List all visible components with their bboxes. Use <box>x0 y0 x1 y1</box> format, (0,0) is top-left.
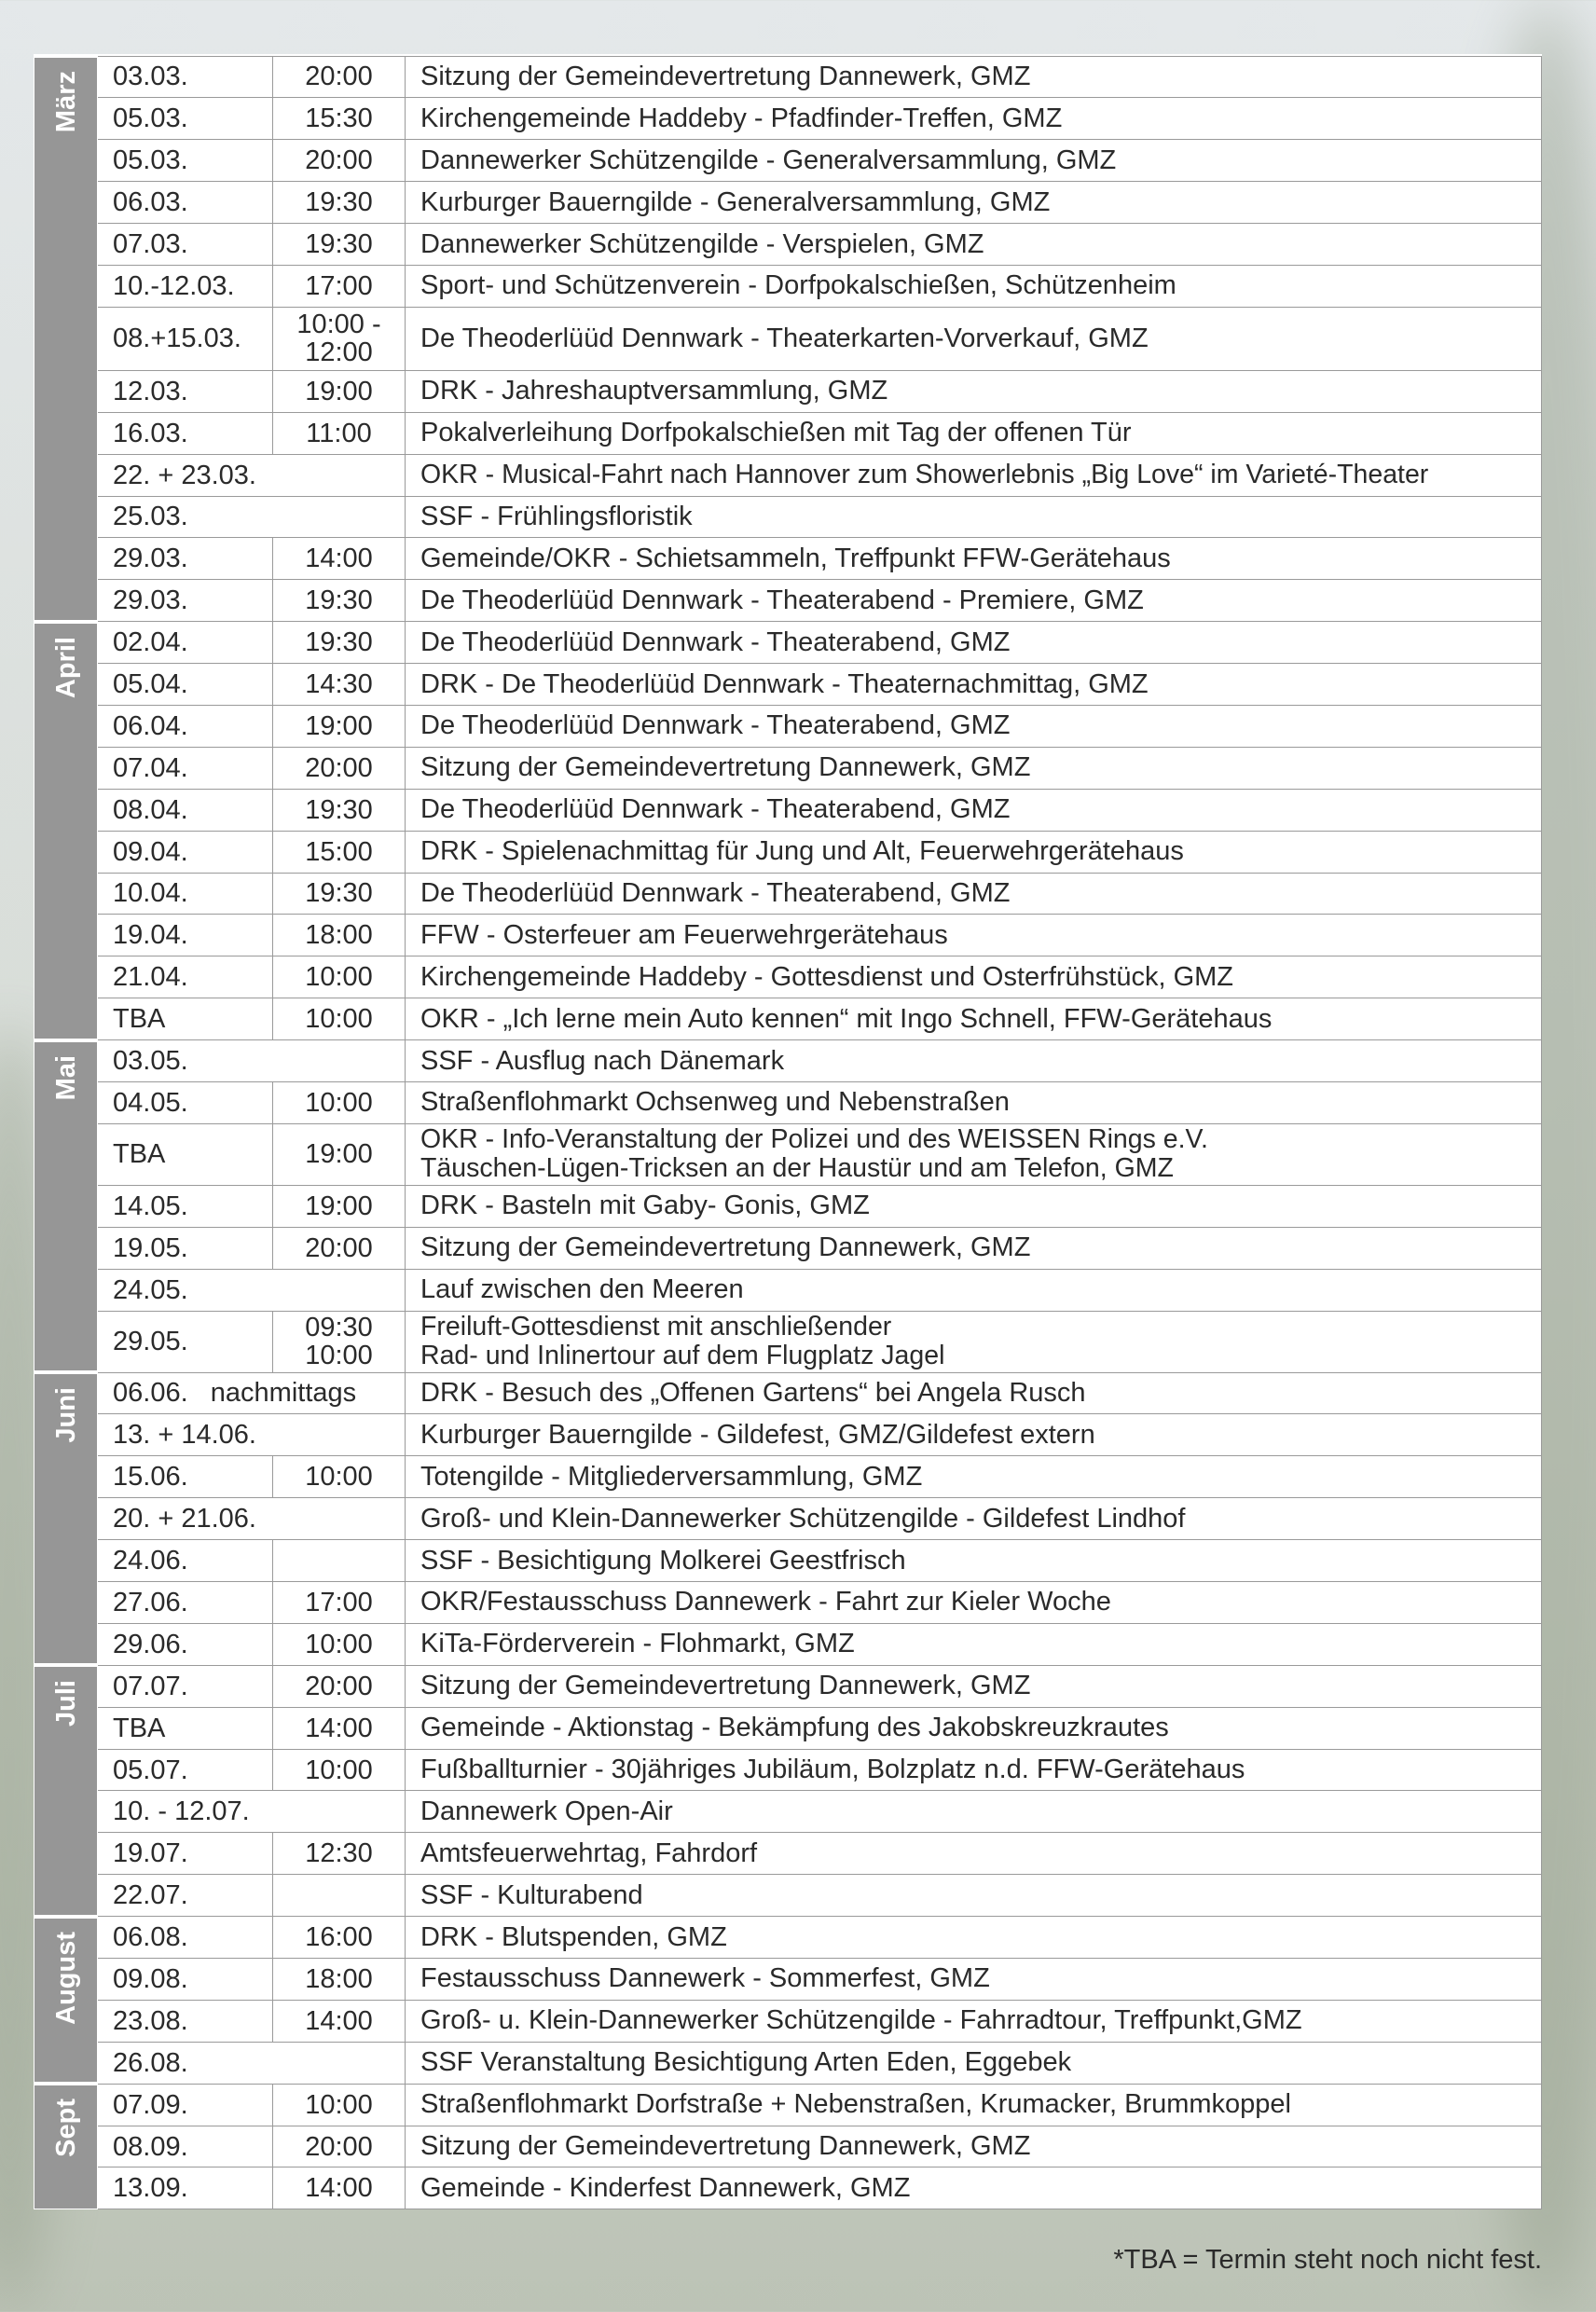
event-description: Pokalverleihung Dorfpokalschießen mit Tag der offenen Tür <box>406 412 1542 454</box>
event-description: SSF - Besichtigung Molkerei Geestfrisch <box>406 1540 1542 1582</box>
event-description: Kirchengemeinde Haddeby - Gottesdienst und Osterfrühstück, GMZ <box>406 956 1542 998</box>
event-date: 07.09. <box>98 2084 273 2126</box>
event-row <box>34 1498 1542 1540</box>
event-description: Gemeinde - Aktionstag - Bekämpfung des Jakobskreuzkrautes <box>406 1707 1542 1749</box>
event-time: 10:00 <box>273 1623 406 1665</box>
event-time: 11:00 <box>273 412 406 454</box>
event-row <box>34 454 1542 496</box>
event-row <box>34 1456 1542 1498</box>
event-description: Totengilde - Mitgliederversammlung, GMZ <box>406 1456 1542 1498</box>
event-description: Kurburger Bauerngilde - Gildefest, GMZ/Gildefest extern <box>406 1414 1542 1456</box>
event-date: 09.08. <box>98 1959 273 2001</box>
event-time: 19:00 <box>273 705 406 747</box>
event-description: Dannewerker Schützengilde - Verspielen, GMZ <box>406 224 1542 266</box>
event-time: 14:00 <box>273 2000 406 2042</box>
event-time: 19:30 <box>273 580 406 622</box>
event-date: 10. - 12.07. <box>98 1791 406 1833</box>
event-date: TBA <box>98 998 273 1040</box>
event-description: Gemeinde/OKR - Schietsammeln, Treffpunkt FFW-Gerätehaus <box>406 538 1542 580</box>
event-row <box>34 1707 1542 1749</box>
event-description: Groß- u. Klein-Dannewerker Schützengilde - Fahrradtour, Treffpunkt,GMZ <box>406 2000 1542 2042</box>
event-description: Sitzung der Gemeindevertretung Dannewerk, GMZ <box>406 2126 1542 2168</box>
event-description: Lauf zwischen den Meeren <box>406 1269 1542 1311</box>
event-date: 16.03. <box>98 412 273 454</box>
event-date: 05.03. <box>98 140 273 182</box>
event-description: OKR/Festausschuss Dannewerk - Fahrt zur Kieler Woche <box>406 1582 1542 1624</box>
event-time: 19:00 <box>273 1185 406 1227</box>
event-description: DRK - De Theoderlüüd Dennwark - Theaternachmittag, GMZ <box>406 664 1542 706</box>
event-date: 05.03. <box>98 98 273 140</box>
event-date: 13. + 14.06. <box>98 1414 406 1456</box>
event-date: TBA <box>98 1123 273 1185</box>
event-row <box>34 2000 1542 2042</box>
event-date: 07.03. <box>98 224 273 266</box>
event-description: DRK - Spielenachmittag für Jung und Alt, Feuerwehrgerätehaus <box>406 831 1542 873</box>
event-date: 06.08. <box>98 1917 273 1959</box>
event-date: 03.05. <box>98 1040 406 1082</box>
event-time: 14:00 <box>273 1707 406 1749</box>
event-time: 15:30 <box>273 98 406 140</box>
event-row <box>34 915 1542 956</box>
event-row <box>34 1959 1542 2001</box>
event-description: Amtsfeuerwehrtag, Fahrdorf <box>406 1833 1542 1875</box>
event-date: 06.03. <box>98 182 273 224</box>
footnote: *TBA = Termin steht noch nicht fest. <box>1113 2245 1542 2275</box>
event-date: 03.03. <box>98 56 273 98</box>
event-date: 29.03. <box>98 580 273 622</box>
event-description: Dannewerker Schützengilde - Generalversammlung, GMZ <box>406 140 1542 182</box>
month-name: März <box>50 71 81 133</box>
event-time: 19:30 <box>273 182 406 224</box>
event-row <box>34 1623 1542 1665</box>
event-date: 08.+15.03. <box>98 307 273 370</box>
event-row <box>34 98 1542 140</box>
month-label-cell <box>34 1372 98 1665</box>
event-date: 19.05. <box>98 1227 273 1269</box>
event-date: 12.03. <box>98 370 273 412</box>
event-description: SSF Veranstaltung Besichtigung Arten Eden, Eggebek <box>406 2042 1542 2084</box>
event-time: 09:30 10:00 <box>273 1311 406 1372</box>
event-date: 15.06. <box>98 1456 273 1498</box>
event-date: 05.07. <box>98 1749 273 1791</box>
event-time: 20:00 <box>273 747 406 789</box>
month-label-cell <box>34 622 98 1040</box>
event-date: 27.06. <box>98 1582 273 1624</box>
event-row <box>34 705 1542 747</box>
event-date: 08.04. <box>98 789 273 831</box>
event-time: 18:00 <box>273 915 406 956</box>
event-description: OKR - „Ich lerne mein Auto kennen“ mit Ingo Schnell, FFW-Gerätehaus <box>406 998 1542 1040</box>
event-time: 20:00 <box>273 1665 406 1707</box>
event-row <box>34 1185 1542 1227</box>
event-row <box>34 956 1542 998</box>
event-row <box>34 307 1542 370</box>
event-time: 15:00 <box>273 831 406 873</box>
event-date: 26.08. <box>98 2042 406 2084</box>
event-description: DRK - Besuch des „Offenen Gartens“ bei Angela Rusch <box>406 1372 1542 1414</box>
event-row <box>34 370 1542 412</box>
event-time: 17:00 <box>273 265 406 307</box>
event-time <box>273 1875 406 1917</box>
event-date: 25.03. <box>98 496 406 538</box>
event-date: 13.09. <box>98 2168 273 2209</box>
event-description: Straßenflohmarkt Ochsenweg und Nebenstraßen <box>406 1081 1542 1123</box>
event-row <box>34 1123 1542 1185</box>
event-date: 10.04. <box>98 873 273 915</box>
event-time: 14:00 <box>273 2168 406 2209</box>
event-row <box>34 580 1542 622</box>
event-date: 14.05. <box>98 1185 273 1227</box>
event-description: OKR - Info-Veranstaltung der Polizei und des WEISSEN Rings e.V. Täuschen-Lügen-Tricksen an der Haustür und am Telefon, GMZ <box>406 1123 1542 1185</box>
event-date: 06.06. nachmittags <box>98 1372 406 1414</box>
event-description: DRK - Basteln mit Gaby- Gonis, GMZ <box>406 1185 1542 1227</box>
event-date: 24.06. <box>98 1540 273 1582</box>
event-row <box>34 2042 1542 2084</box>
event-row <box>34 538 1542 580</box>
event-time: 16:00 <box>273 1917 406 1959</box>
event-time: 19:00 <box>273 370 406 412</box>
event-description: Gemeinde - Kinderfest Dannewerk, GMZ <box>406 2168 1542 2209</box>
event-description: De Theoderlüüd Dennwark - Theaterabend - Premiere, GMZ <box>406 580 1542 622</box>
event-description: SSF - Ausflug nach Dänemark <box>406 1040 1542 1082</box>
event-time: 19:00 <box>273 1123 406 1185</box>
event-row <box>34 747 1542 789</box>
event-row <box>34 873 1542 915</box>
event-row <box>34 2168 1542 2209</box>
event-date: 05.04. <box>98 664 273 706</box>
month-name: Sept <box>50 2099 81 2158</box>
event-description: OKR - Musical-Fahrt nach Hannover zum Showerlebnis „Big Love“ im Varieté-Theater <box>406 454 1542 496</box>
event-row <box>34 831 1542 873</box>
event-description: Sitzung der Gemeindevertretung Dannewerk, GMZ <box>406 747 1542 789</box>
event-time: 19:30 <box>273 789 406 831</box>
event-row <box>34 1875 1542 1917</box>
event-date: 07.07. <box>98 1665 273 1707</box>
month-name: Juni <box>50 1387 81 1443</box>
event-time <box>273 1540 406 1582</box>
event-time: 14:30 <box>273 664 406 706</box>
event-date: 20. + 21.06. <box>98 1498 406 1540</box>
event-time: 17:00 <box>273 1582 406 1624</box>
event-date: 22. + 23.03. <box>98 454 406 496</box>
event-description: SSF - Frühlingsfloristik <box>406 496 1542 538</box>
event-date: 09.04. <box>98 831 273 873</box>
event-description: Straßenflohmarkt Dorfstraße + Nebenstraßen, Krumacker, Brummkoppel <box>406 2084 1542 2126</box>
event-row <box>34 412 1542 454</box>
event-time: 10:00 <box>273 1456 406 1498</box>
event-description: DRK - Blutspenden, GMZ <box>406 1917 1542 1959</box>
event-row <box>34 1414 1542 1456</box>
event-date: 23.08. <box>98 2000 273 2042</box>
event-date: 22.07. <box>98 1875 273 1917</box>
event-description: Freiluft-Gottesdienst mit anschließender Rad- und Inlinertour auf dem Flugplatz Jagel <box>406 1311 1542 1372</box>
event-description: De Theoderlüüd Dennwark - Theaterabend, GMZ <box>406 622 1542 664</box>
event-time: 19:30 <box>273 622 406 664</box>
event-description: SSF - Kulturabend <box>406 1875 1542 1917</box>
event-date: TBA <box>98 1707 273 1749</box>
event-row <box>34 622 1542 664</box>
event-time: 14:00 <box>273 538 406 580</box>
month-name: August <box>50 1931 81 2025</box>
event-date: 19.07. <box>98 1833 273 1875</box>
event-description: De Theoderlüüd Dennwark - Theaterkarten-Vorverkauf, GMZ <box>406 307 1542 370</box>
event-time: 10:00 - 12:00 <box>273 307 406 370</box>
event-date: 06.04. <box>98 705 273 747</box>
event-row <box>34 1227 1542 1269</box>
event-description: Groß- und Klein-Dannewerker Schützengilde - Gildefest Lindhof <box>406 1498 1542 1540</box>
event-description: Dannewerk Open-Air <box>406 1791 1542 1833</box>
event-row <box>34 1749 1542 1791</box>
event-description: De Theoderlüüd Dennwark - Theaterabend, GMZ <box>406 873 1542 915</box>
event-row <box>34 265 1542 307</box>
event-date: 24.05. <box>98 1269 406 1311</box>
event-date: 04.05. <box>98 1081 273 1123</box>
event-time: 20:00 <box>273 140 406 182</box>
month-label-cell <box>34 1040 98 1372</box>
event-description: FFW - Osterfeuer am Feuerwehrgerätehaus <box>406 915 1542 956</box>
event-date: 29.06. <box>98 1623 273 1665</box>
event-row <box>34 998 1542 1040</box>
event-date: 08.09. <box>98 2126 273 2168</box>
event-date: 02.04. <box>98 622 273 664</box>
event-row <box>34 1540 1542 1582</box>
event-row <box>34 182 1542 224</box>
event-date: 19.04. <box>98 915 273 956</box>
event-time: 12:30 <box>273 1833 406 1875</box>
event-time: 20:00 <box>273 1227 406 1269</box>
event-row <box>34 1081 1542 1123</box>
month-name: Mai <box>50 1054 81 1100</box>
event-description: KiTa-Förderverein - Flohmarkt, GMZ <box>406 1623 1542 1665</box>
event-time: 10:00 <box>273 998 406 1040</box>
event-row <box>34 140 1542 182</box>
event-time: 10:00 <box>273 1081 406 1123</box>
event-time: 10:00 <box>273 2084 406 2126</box>
event-description: Kurburger Bauerngilde - Generalversammlung, GMZ <box>406 182 1542 224</box>
event-description: DRK - Jahreshauptversammlung, GMZ <box>406 370 1542 412</box>
event-row <box>34 56 1542 98</box>
event-row <box>34 1311 1542 1372</box>
event-row <box>34 1833 1542 1875</box>
event-row <box>34 496 1542 538</box>
event-description: De Theoderlüüd Dennwark - Theaterabend, GMZ <box>406 705 1542 747</box>
event-date: 10.-12.03. <box>98 265 273 307</box>
event-time: 10:00 <box>273 956 406 998</box>
event-date: 29.03. <box>98 538 273 580</box>
event-time: 19:30 <box>273 224 406 266</box>
month-label-cell <box>34 1665 98 1916</box>
event-row <box>34 2084 1542 2126</box>
event-date: 29.05. <box>98 1311 273 1372</box>
event-row <box>34 789 1542 831</box>
event-row <box>34 1269 1542 1311</box>
event-row <box>34 224 1542 266</box>
event-time: 10:00 <box>273 1749 406 1791</box>
month-name: Juli <box>50 1680 81 1727</box>
event-row <box>34 1791 1542 1833</box>
event-row <box>34 1665 1542 1707</box>
event-time: 20:00 <box>273 56 406 98</box>
month-label-cell <box>34 2084 98 2209</box>
event-row <box>34 1582 1542 1624</box>
event-row <box>34 1372 1542 1414</box>
event-row <box>34 1040 1542 1082</box>
event-description: Sitzung der Gemeindevertretung Dannewerk, GMZ <box>406 56 1542 98</box>
event-time: 18:00 <box>273 1959 406 2001</box>
event-row <box>34 1917 1542 1959</box>
event-time: 20:00 <box>273 2126 406 2168</box>
event-row <box>34 2126 1542 2168</box>
event-description: Sitzung der Gemeindevertretung Dannewerk, GMZ <box>406 1665 1542 1707</box>
event-description: De Theoderlüüd Dennwark - Theaterabend, GMZ <box>406 789 1542 831</box>
event-date: 21.04. <box>98 956 273 998</box>
event-description: Festausschuss Dannewerk - Sommerfest, GMZ <box>406 1959 1542 2001</box>
month-name: April <box>50 636 81 698</box>
month-label-cell <box>34 56 98 622</box>
event-description: Sitzung der Gemeindevertretung Dannewerk, GMZ <box>406 1227 1542 1269</box>
event-description: Sport- und Schützenverein - Dorfpokalschießen, Schützenheim <box>406 265 1542 307</box>
event-description: Kirchengemeinde Haddeby - Pfadfinder-Treffen, GMZ <box>406 98 1542 140</box>
event-row <box>34 664 1542 706</box>
event-date: 07.04. <box>98 747 273 789</box>
event-calendar-table <box>34 54 1542 2209</box>
event-description: Fußballturnier - 30jähriges Jubiläum, Bolzplatz n.d. FFW-Gerätehaus <box>406 1749 1542 1791</box>
month-label-cell <box>34 1917 98 2085</box>
event-time: 19:30 <box>273 873 406 915</box>
